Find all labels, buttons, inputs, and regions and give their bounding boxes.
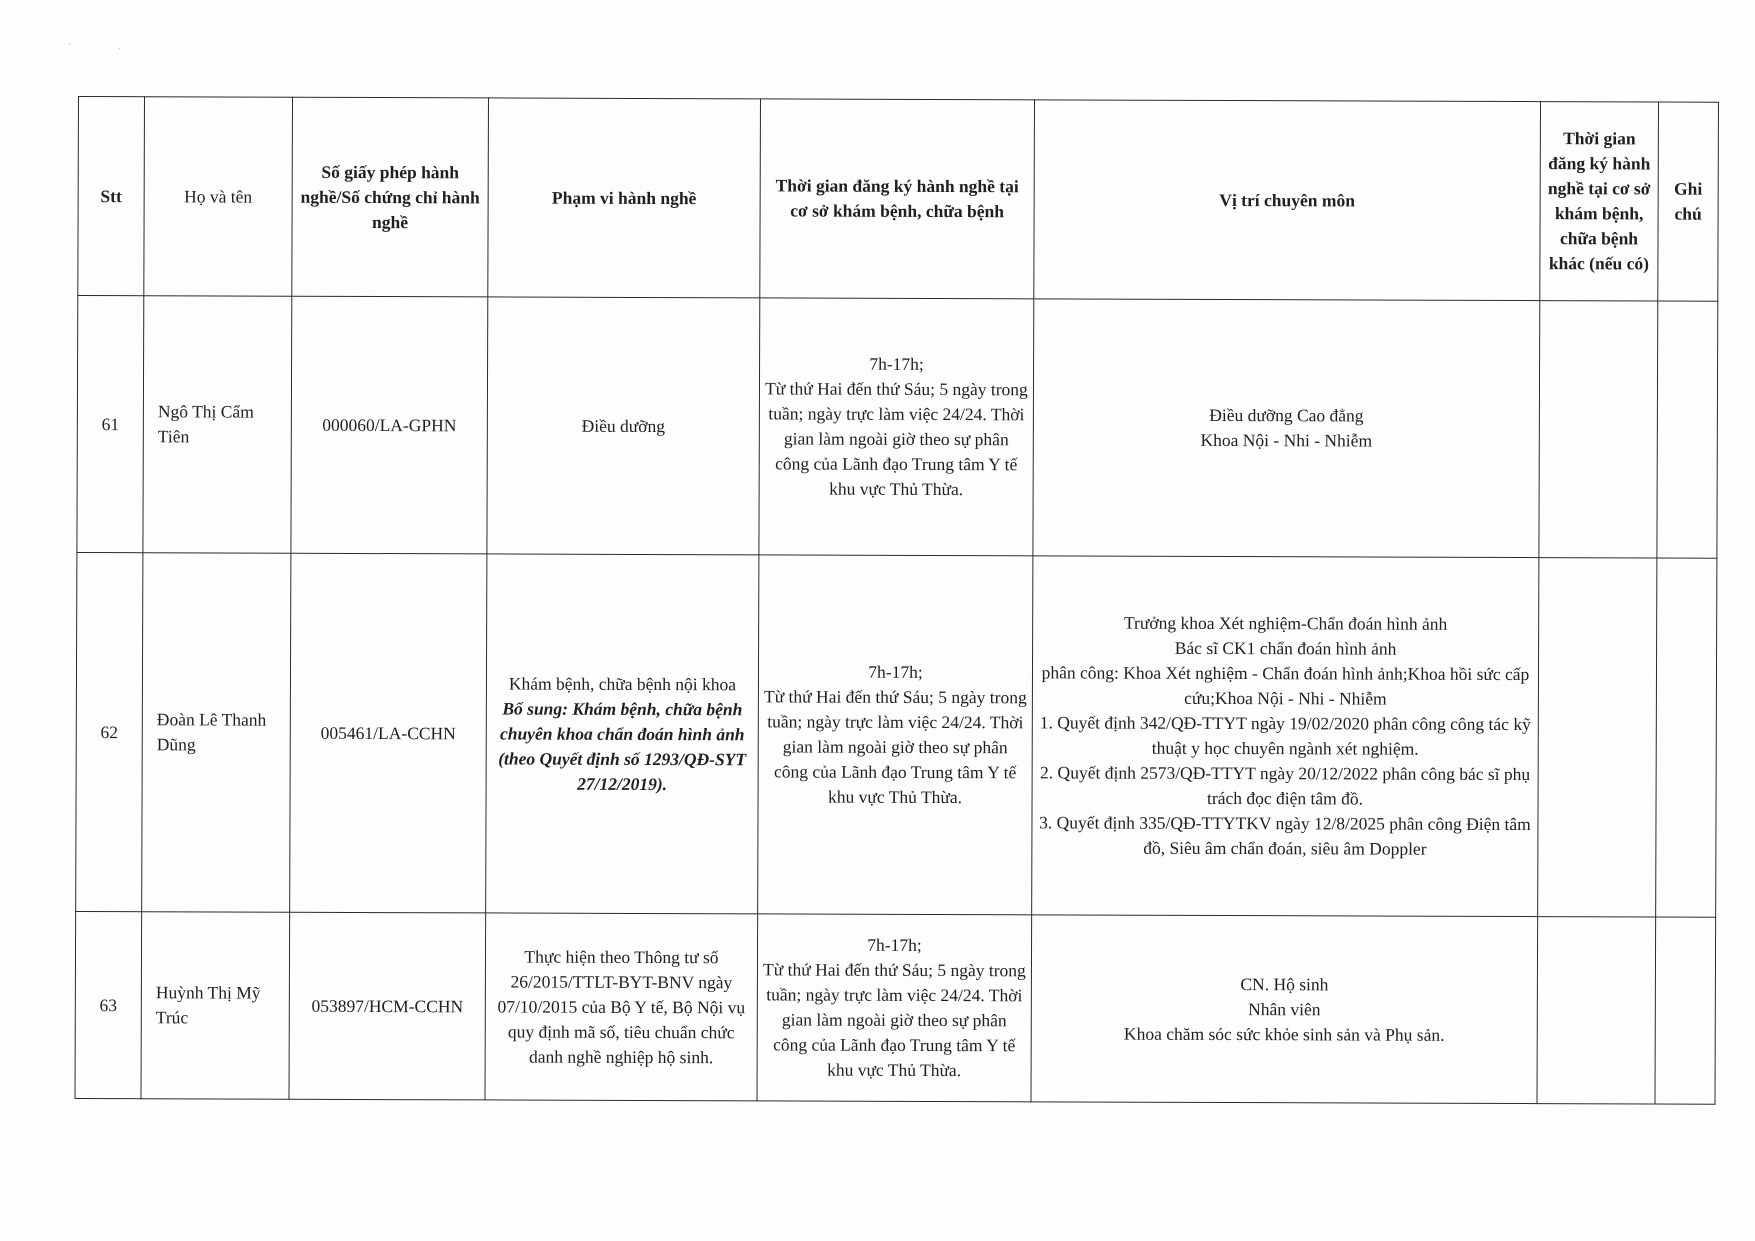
scope-text: Khám bệnh, chữa bệnh nội khoa (508, 673, 737, 694)
schedule-detail: Từ thứ Hai đến thứ Sáu; 5 ngày trong tuần; ngày trực làm việc 24/24. Thời gian làm ngoài giờ theo sự phân công của Lãnh đạo Trung tâm Y tế khu vực Thủ Thừa. (763, 959, 1026, 1081)
cell-note (1657, 301, 1718, 558)
position-line: 2. Quyết định 2573/QĐ-TTYT ngày 20/12/2022 phân công bác sĩ phụ trách đọc điện tâm đồ. (1040, 762, 1531, 809)
position-line: CN. Hộ sinh (1240, 973, 1329, 994)
cell-license: 000060/LA-GPHN (291, 296, 488, 554)
header-row (78, 97, 1719, 302)
scan-speck: · (118, 44, 122, 55)
col-header-note: Ghi chú (1658, 102, 1719, 301)
cell-schedule (757, 914, 1032, 1102)
cell-time-other (1537, 917, 1656, 1104)
table-body (75, 296, 1718, 1105)
cell-position (1031, 915, 1538, 1104)
cell-scope: Điều dưỡng (487, 297, 760, 555)
cell-schedule (758, 555, 1033, 915)
schedule-hours: 7h-17h; (869, 353, 924, 374)
schedule-detail: Từ thứ Hai đến thứ Sáu; 5 ngày trong tuần; ngày trực làm việc 24/24. Thời gian làm ngoài giờ theo sự phân công của Lãnh đạo Trung tâm Y tế khu vực Thủ Thừa. (765, 378, 1028, 500)
table-row (76, 552, 1717, 917)
table-row (77, 296, 1718, 559)
schedule-detail: Từ thứ Hai đến thứ Sáu; 5 ngày trong tuần; ngày trực làm việc 24/24. Thời gian làm ngoài giờ theo sự phân công của Lãnh đạo Trung tâm Y tế khu vực Thủ Thừa. (763, 686, 1027, 808)
position-line: Điều dưỡng Cao đẳng (1209, 404, 1364, 426)
cell-license: 053897/HCM-CCHN (289, 912, 486, 1100)
practitioner-registry-table (74, 96, 1718, 1105)
col-header-time-other: Thời gian đăng ký hành nghề tại cơ sở khám bệnh, chữa bệnh khác (nếu có) (1540, 102, 1659, 301)
schedule-hours: 7h-17h; (867, 934, 922, 955)
position-line: Khoa chăm sóc sức khỏe sinh sản và Phụ sản. (1123, 1023, 1445, 1045)
col-header-time-here: Thời gian đăng ký hành nghề tại cơ sở khám bệnh, chữa bệnh (760, 99, 1035, 299)
scope-supplement: Bổ sung: Khám bệnh, chữa bệnh chuyên khoa chẩn đoán hình ảnh (theo Quyết định số 1293/QĐ-SYT 27/12/2019). (498, 697, 747, 794)
cell-scope: Thực hiện theo Thông tư số 26/2015/TTLT-BYT-BNV ngày 07/10/2015 của Bộ Y tế, Bộ Nội vụ quy định mã số, tiêu chuẩn chức danh nghề nghiệp hộ sinh. (485, 913, 758, 1101)
cell-stt: 62 (76, 552, 143, 911)
position-line: Nhân viên (1248, 998, 1321, 1019)
cell-name: Ngô Thị Cẩm Tiên (143, 296, 292, 554)
position-line: Bác sĩ CK1 chẩn đoán hình ảnh (1174, 637, 1397, 659)
cell-name: Huỳnh Thị Mỹ Trúc (141, 912, 290, 1100)
schedule-hours: 7h-17h; (868, 661, 923, 682)
table-row (75, 911, 1716, 1104)
cell-scope (486, 554, 759, 914)
cell-time-other (1538, 558, 1657, 917)
cell-license: 005461/LA-CCHN (290, 553, 487, 913)
col-header-license: Số giấy phép hành nghề/Số chứng chỉ hành nghề (292, 97, 489, 297)
position-line: phân công: Khoa Xét nghiệm - Chẩn đoán hình ảnh;Khoa hồi sức cấp cứu;Khoa Nội - Nhi - Nhiễm (1041, 662, 1530, 709)
cell-schedule (759, 298, 1034, 556)
scan-speck: · (68, 40, 72, 51)
col-header-name: Họ và tên (144, 97, 293, 297)
cell-position (1033, 299, 1540, 558)
position-line: Trưởng khoa Xét nghiệm-Chẩn đoán hình ảnh (1123, 612, 1448, 634)
cell-name: Đoàn Lê Thanh Dũng (142, 553, 291, 913)
position-line: 1. Quyết định 342/QĐ-TTYT ngày 19/02/2020 phân công công tác kỹ thuật y học chuyên ngành xét nghiệm. (1039, 712, 1531, 759)
cell-stt: 63 (75, 911, 142, 1098)
cell-note (1655, 917, 1716, 1104)
cell-position (1032, 556, 1539, 917)
position-line: Khoa Nội - Nhi - Nhiễm (1200, 429, 1373, 451)
col-header-scope: Phạm vi hành nghề (488, 98, 761, 298)
cell-time-other (1539, 301, 1658, 558)
position-line: 3. Quyết định 335/QĐ-TTYTKV ngày 12/8/2025 phân công Điện tâm đồ, Siêu âm chẩn đoán, siêu âm Doppler (1039, 812, 1531, 859)
cell-stt: 61 (77, 296, 144, 553)
col-header-stt: Stt (78, 97, 145, 296)
cell-note (1656, 558, 1717, 917)
col-header-position: Vị trí chuyên môn (1034, 100, 1541, 301)
table-header (78, 97, 1719, 302)
